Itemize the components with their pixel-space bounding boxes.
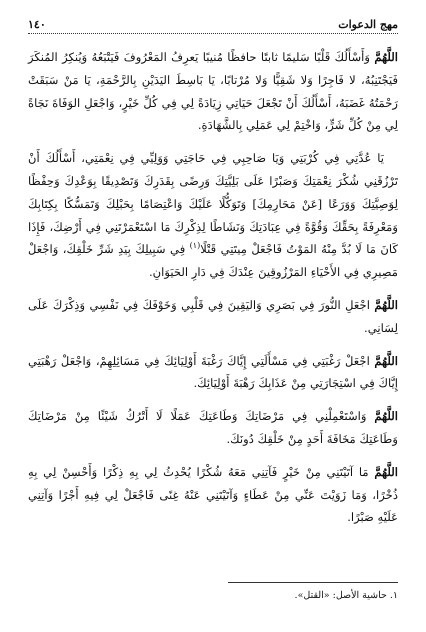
- paragraph-4: [28, 350, 398, 396]
- paragraph-body: يَا عُدَّتِي فِي كُرْبَتِي وَيَا صَاحِبِي فِي حَاجَتِي وَوَلِيِّي فِي نِعْمَتِي، أَسْأَلُكَ أَنْ تَرْزُقَنِي شُكْرَ نِعْمَتِكَ وَصَبْرًا عَلَى بَلِيَّتِكَ وَرِضًى بِقَدَرِكَ وَتَصْدِيقًا بِوَعْدِكَ وَحِفْظًا لِوَصِيَّتِكَ وَوَرَعًا [عَنْ مَحَارِمِكَ] وَتَوَكُّلًا عَلَيْكَ وَاعْتِصَامًا بِحَبْلِكَ وَتَمَسُّكًا بِكِتَابِكَ وَمَعْرِفَةً بِحَقِّكَ وَقُوَّةً فِي عِبَادَتِكَ وَنَشَاطًا لِذِكْرِكَ مَا اسْتَعْمَرْتَنِي فِي أَرْضِكَ، فَإِذَا كَانَ مَا لَا بُدَّ مِنْهُ المَوْتُ فَاجْعَلْ مِيتَتِي قَتْلًا: [28, 151, 398, 257]
- page-number: ١٤٠: [28, 18, 46, 31]
- paragraph-body: اجْعَلْ رَغْبَتِي فِي مَسْأَلَتِي إِيَّاكَ رَغْبَةَ أَوْلِيَائِكَ فِي مَسَائِلِهِمْ، وَاجْعَلْ رَهْبَتِي إِيَّاكَ فِي اسْتِجَارَتِي مِنْ عَذَابِكَ رَهْبَةَ أَوْلِيَائِكَ.: [28, 353, 398, 391]
- paragraph-lead: اللَّهُمَّ: [374, 297, 398, 312]
- paragraph-2: [28, 147, 398, 284]
- paragraph-5: [28, 405, 398, 451]
- paragraph-lead: اللَّهُمَّ: [374, 353, 398, 368]
- paragraph-body: وَاسْتَعْمِلْنِي فِي مَرْضَاتِكَ وَطَاعَتِكَ عَمَلًا لَا أَتْرُكُ شَيْئًا مِنْ مَرْضَاتِكَ وَطَاعَتِكَ مَخَافَةَ أَحَدٍ مِنْ خَلْقِكَ دُونَكَ.: [28, 409, 398, 446]
- paragraph-lead: اللَّهُمَّ: [374, 409, 398, 424]
- footnote-area: [28, 582, 398, 603]
- footnote-reference[interactable]: (١): [189, 241, 201, 251]
- running-header: [28, 18, 398, 34]
- paragraph-1: [28, 46, 398, 137]
- paragraph-body: اجْعَلِ النُّورَ فِي بَصَرِي وَاليَقِينَ فِي قَلْبِي وَخَوْفَكَ فِي نَفْسِي وَذِكْرَكَ عَلَى لِسَانِي.: [28, 297, 398, 335]
- paragraph-6: [28, 461, 398, 529]
- paragraph-lead: اللَّهُمَّ: [374, 50, 398, 64]
- book-title: مهج الدعوات: [338, 18, 398, 31]
- paragraph-body: مَا آتَيْتَنِي مِنْ خَيْرٍ فَآتِنِي مَعَهُ شُكْرًا يُحْدِثُ لِي بِهِ ذِكْرًا وَأَحْسِنْ لِي بِهِ ذُخْرًا، وَمَا زَوَيْتَ عَنِّي مِنْ عَطَاءٍ وَآتَيْتَنِي عَنْهُ غِنًى فَاجْعَلْ لِي فِيهِ أَجْرًا وَآتِنِي عَلَيْهِ صَبْرًا.: [28, 464, 398, 525]
- paragraph-lead: اللَّهُمَّ: [374, 464, 398, 479]
- footnote-divider: [228, 582, 398, 583]
- paragraph-body: وَأَسْأَلُكَ قَلْبًا سَليمًا ثابتًا حافظًا مُنيبًا يَعرِفُ المَعْرُوفَ فَيَتْبَعُهُ وَيُنكِرُ المُنكَرَ فَيَجْتَنِبُهُ، لا فَاجِرًا وَلا شَقِيًّا وَلا مُرْتابًا، يَا بَاسِطَ اليَدَيْنِ بِالرَّحْمَةِ، يَا مَنْ سَبَقَتْ رَحْمَتُهُ غَضَبَهُ، أَسْأَلُكَ أَنْ تَجْعَلَ حَيَاتِي زِيَادَةً لِي فِي كُلِّ خَيْرٍ، وَاجْعَلِ الوَفَاةَ نَجَاةً لِي مِنْ كُلِّ شَرٍّ، وَاخْتِمْ لِي عَمَلِي بِالشَّهَادَةِ.: [28, 50, 398, 133]
- main-text: [28, 46, 398, 529]
- footnote-text: ١. حاشية الأصل: «القتل».: [294, 590, 398, 601]
- paragraph-3: [28, 294, 398, 340]
- paragraph-body-continued: فِي سَبِيلِكَ بِيَدِ شَرِّ خَلْقِكَ، وَاجْعَلْ مَصِيرِي فِي الأَحْيَاءِ المَرْزُوقِينَ عِنْدَكَ فِي دَارِ الحَيَوَانِ.: [28, 242, 398, 280]
